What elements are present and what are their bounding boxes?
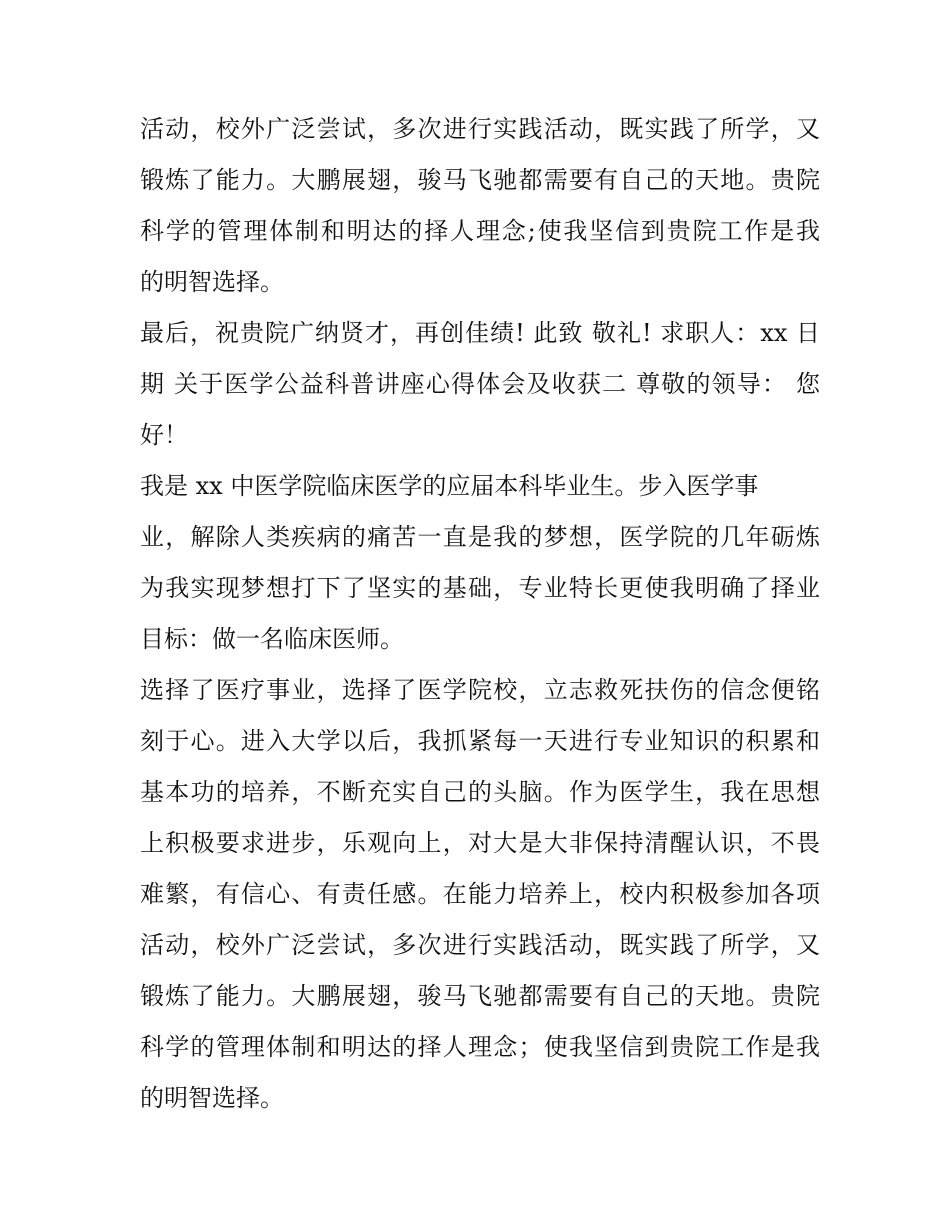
text-line: 科学的管理体制和明达的择人理念;使我坚信到贵院工作是我 (140, 217, 820, 245)
text-line: 活动，校外广泛尝试，多次进行实践活动，既实践了所学，又 (140, 931, 820, 959)
text-line: 锻炼了能力。大鹏展翅，骏马飞驰都需要有自己的天地。贵院 (140, 166, 820, 194)
text-line: 目标：做一名临床医师。 (140, 625, 404, 653)
text-line: 难繁，有信心、有责任感。在能力培养上，校内积极参加各项 (140, 880, 820, 908)
text-line: 科学的管理体制和明达的择人理念；使我坚信到贵院工作是我 (140, 1033, 820, 1061)
text-line: 基本功的培养，不断充实自己的头脑。作为医学生，我在思想 (140, 778, 820, 806)
document-body (140, 104, 820, 1124)
text-line: 我是 xx 中医学院临床医学的应届本科毕业生。步入医学事 (140, 472, 759, 500)
text-line: 选择了医疗事业，选择了医学院校，立志救死扶伤的信念便铭 (140, 676, 820, 704)
text-line: 的明智选择。 (140, 268, 284, 296)
text-line: 的明智选择。 (140, 1084, 284, 1112)
text-line: 为我实现梦想打下了坚实的基础，专业特长更使我明确了择业 (140, 574, 820, 602)
text-line: 业，解除人类疾病的痛苦一直是我的梦想，医学院的几年砺炼 (140, 523, 820, 551)
text-line: 上积极要求进步，乐观向上，对大是大非保持清醒认识，不畏 (140, 829, 820, 857)
text-line: 好！ (140, 421, 188, 449)
text-line: 刻于心。进入大学以后，我抓紧每一天进行专业知识的积累和 (140, 727, 820, 755)
text-line: 活动，校外广泛尝试，多次进行实践活动，既实践了所学，又 (140, 115, 820, 143)
text-line: 最后，祝贵院广纳贤才，再创佳绩! 此致 敬礼! 求职人：xx 日 (140, 319, 820, 347)
text-line: 锻炼了能力。大鹏展翅，骏马飞驰都需要有自己的天地。贵院 (140, 982, 820, 1010)
text-line: 期 关于医学公益科普讲座心得体会及收获二 尊敬的领导： 您 (140, 370, 820, 398)
